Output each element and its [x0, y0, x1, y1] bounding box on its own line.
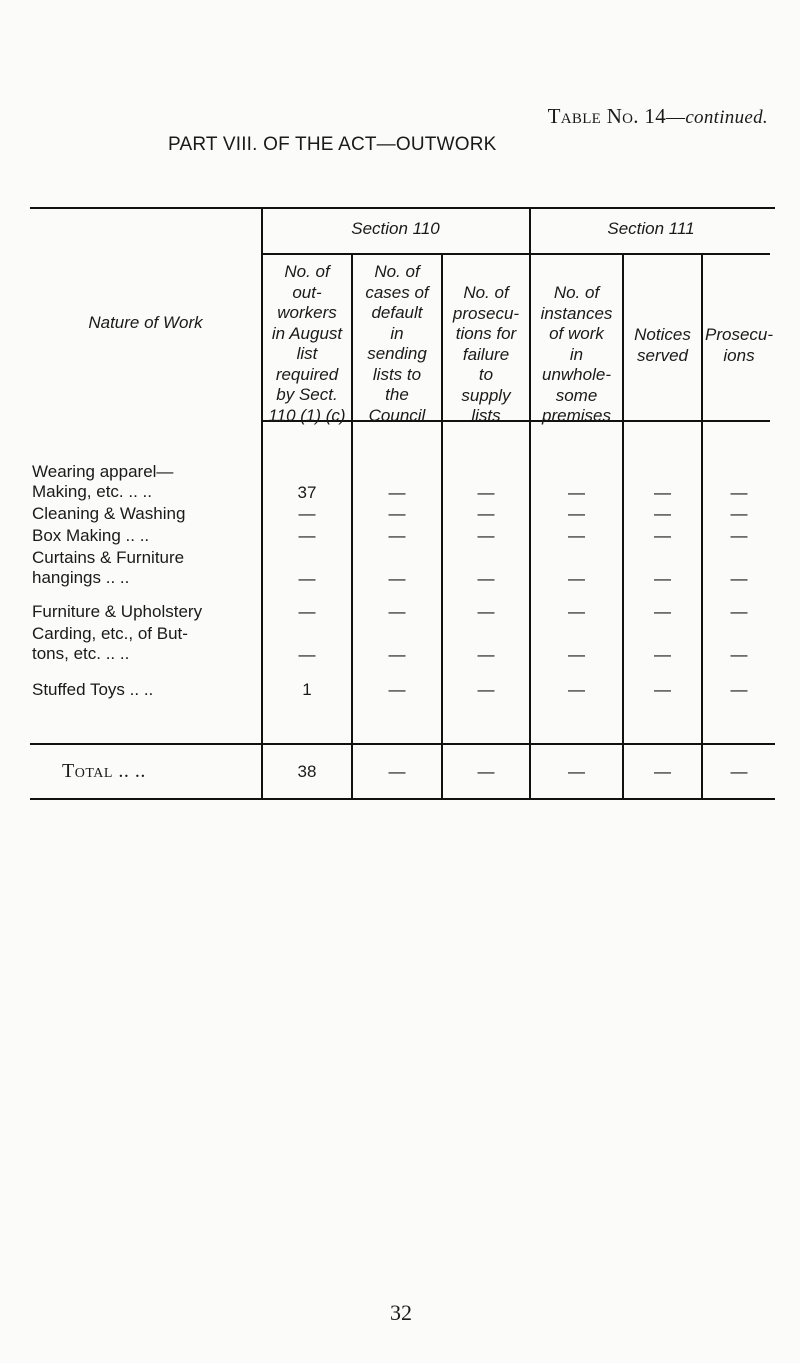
cell-value: —: [477, 645, 495, 664]
cell-value: —: [568, 645, 585, 664]
cell-value: 1: [302, 680, 312, 699]
header-line: to: [478, 365, 494, 384]
cell-value: —: [654, 526, 671, 545]
label-line: tons, etc. .. ..: [32, 644, 130, 663]
cell-value: —: [298, 569, 316, 588]
cell-value: —: [654, 504, 671, 523]
total-top-rule: [30, 743, 775, 745]
cell-value: —: [730, 645, 748, 664]
section-111-header: Section 111: [607, 219, 695, 238]
col-header-prosecutions-failure: [443, 283, 529, 427]
header-line: lists to: [372, 364, 422, 384]
row-label-stuffed-toys: Stuffed Toys .. ..: [32, 680, 154, 699]
header-line: tions for: [455, 324, 517, 343]
cell-value: —: [730, 483, 748, 502]
header-line: required: [275, 364, 339, 384]
total-label: Total .. ..: [62, 760, 146, 782]
header-line: failure: [462, 344, 510, 364]
cell-value: —: [477, 483, 495, 502]
cell-value: —: [477, 569, 495, 588]
header-line: in: [390, 323, 404, 343]
label-line: Carding, etc., of But-: [32, 624, 188, 643]
cell-value: —: [298, 526, 316, 545]
cell-value: —: [388, 569, 406, 588]
col-header-nature: Nature of Work: [88, 313, 203, 332]
header-line: No. of: [463, 283, 509, 302]
cell-value: —: [477, 680, 495, 699]
col-header-outworkers: [263, 262, 351, 426]
cell-value: —: [298, 504, 316, 523]
header-line: No. of: [284, 262, 330, 281]
header-line: workers: [277, 303, 337, 322]
cell-value: —: [388, 483, 406, 502]
header-line: of work: [549, 324, 604, 343]
table-caption-continued: continued.: [685, 107, 768, 128]
header-line: Council: [368, 405, 426, 425]
header-line: the: [385, 385, 409, 404]
header-line: in August: [271, 323, 343, 343]
cell-value: —: [477, 602, 495, 621]
header-line: No. of: [553, 283, 600, 302]
label-line: Making, etc. .. ..: [32, 482, 152, 501]
cell-value: —: [477, 762, 495, 781]
row-label-box-making: Box Making .. ..: [32, 526, 150, 545]
header-line: supply: [461, 385, 511, 405]
cell-value: —: [477, 526, 495, 545]
cell-value: —: [730, 762, 748, 781]
header-line: by Sect.: [276, 385, 338, 404]
cell-value: —: [388, 526, 406, 545]
header-line: No. of: [374, 262, 420, 281]
cell-value: —: [568, 483, 585, 502]
table-top-rule: [30, 207, 775, 209]
header-line: Prosecu-: [704, 325, 774, 344]
label-line: hangings .. ..: [32, 568, 130, 587]
cell-value: —: [298, 602, 316, 621]
cell-value: —: [568, 680, 585, 699]
cell-value: —: [388, 680, 406, 699]
cell-value: 37: [297, 483, 317, 502]
cell-value: —: [568, 569, 585, 588]
col-header-default: [353, 262, 441, 426]
row-label-wearing-apparel: [32, 462, 173, 502]
header-line: unwhole-: [542, 365, 611, 384]
part-title: PART VIII. OF THE ACT—OUTWORK: [168, 134, 497, 155]
cell-value: —: [654, 569, 671, 588]
row-label-cleaning: Cleaning & Washing: [32, 504, 186, 523]
cell-value: —: [654, 483, 671, 502]
cell-value: —: [568, 762, 585, 781]
header-line: premises: [542, 406, 611, 425]
cell-value: —: [477, 504, 495, 523]
cell-value: —: [730, 680, 748, 699]
cell-value: —: [730, 602, 748, 621]
header-line: cases of: [365, 282, 429, 302]
table-caption-prefix: Table No. 14: [547, 104, 666, 128]
col-header-prosecutions: [703, 325, 775, 366]
cell-value: —: [730, 569, 748, 588]
cell-value: —: [568, 504, 585, 523]
header-line: 110 (1) (c): [268, 405, 346, 425]
header-line: sending: [367, 344, 427, 363]
header-line: Notices: [634, 325, 691, 344]
header-line: some: [555, 385, 598, 405]
cell-value: —: [568, 602, 585, 621]
section-divider-rule: [262, 253, 770, 255]
cell-value: —: [654, 762, 671, 781]
cell-value: —: [730, 504, 748, 523]
row-label-furniture: Furniture & Upholstery: [32, 602, 203, 621]
cell-value: —: [388, 645, 406, 664]
header-line: out-: [292, 282, 322, 302]
row-label-curtains: [32, 548, 184, 588]
cell-value: —: [654, 602, 671, 621]
cell-value: —: [388, 602, 406, 621]
cell-value: —: [388, 762, 406, 781]
label-line: Curtains & Furniture: [32, 548, 185, 567]
cell-value: —: [730, 526, 748, 545]
cell-value: —: [388, 504, 406, 523]
table-caption: Table No. 14—continued.: [547, 104, 768, 128]
cell-value: —: [568, 526, 585, 545]
header-line: list: [296, 344, 318, 363]
header-line: ions: [723, 345, 755, 365]
label-line: Wearing apparel—: [32, 462, 174, 481]
cell-value: —: [654, 680, 671, 699]
page-number: 32: [390, 1300, 412, 1325]
header-line: lists: [471, 406, 501, 425]
cell-value: —: [654, 645, 671, 664]
table-bottom-rule: [30, 798, 775, 800]
header-line: instances: [540, 303, 613, 323]
header-line: prosecu-: [452, 303, 520, 323]
header-line: default: [371, 303, 423, 322]
col-header-instances: [531, 283, 622, 427]
cell-value: —: [298, 645, 316, 664]
cell-value: 38: [297, 762, 317, 781]
col-header-notices: [624, 325, 701, 366]
row-label-carding: [32, 624, 188, 664]
header-line: served: [636, 345, 689, 365]
section-110-header: Section 110: [351, 219, 440, 238]
header-line: in: [569, 344, 584, 364]
